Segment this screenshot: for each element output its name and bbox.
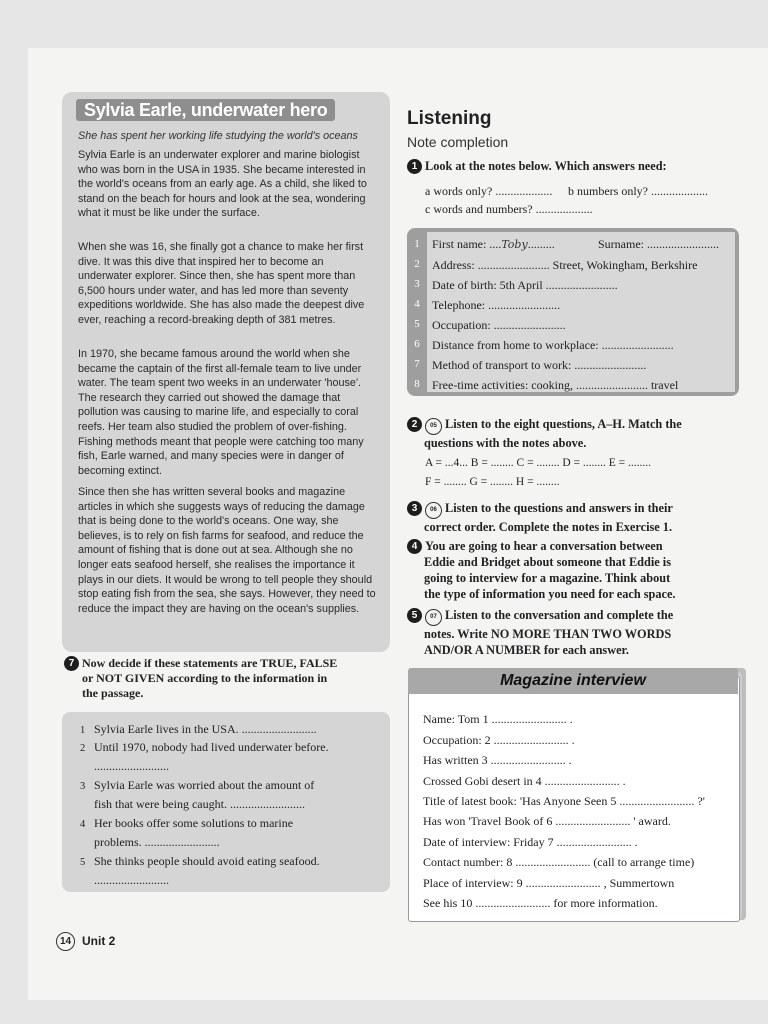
exercise-number-1: 1 xyxy=(407,159,422,174)
exercise-1-option-c[interactable]: c words and numbers? ................... xyxy=(425,202,593,216)
exercise-5-instruction: 5 07 Listen to the conversation and complete the notes. Write NO MORE THAN TWO WORDS AND/OR A NUMBER for each answer. xyxy=(407,607,737,658)
statement-3-cont: fish that were being caught. ......................... xyxy=(94,797,305,811)
exercise-2-answers-row-1[interactable]: A = ...4... B = ........ C = ........ D = ........ E = ........ xyxy=(425,457,652,469)
magazine-line-10[interactable]: See his 10 ......................... for more information. xyxy=(423,896,658,910)
exercise-4-instruction: 4 You are going to hear a conversation between Eddie and Bridget about someone that Eddie is going to interview for a magazine. Think about the type of information you need for each space. xyxy=(407,538,737,602)
note-line-transport[interactable]: Method of transport to work: ........................ xyxy=(432,358,647,372)
statement-5-blank[interactable]: ......................... xyxy=(94,873,169,887)
note-number: 7 xyxy=(414,358,420,370)
statement-5: 5 She thinks people should avoid eating seafood. xyxy=(80,854,320,868)
statement-4: 4 Her books offer some solutions to marine xyxy=(80,816,294,830)
exercise-number-7: 7 xyxy=(64,656,79,671)
note-number: 3 xyxy=(414,278,420,290)
magazine-line-4[interactable]: Crossed Gobi desert in 4 ......................... . xyxy=(423,774,626,788)
note-number: 6 xyxy=(414,338,420,350)
passage-subtitle: She has spent her working life studying the world's oceans xyxy=(78,130,358,142)
magazine-line-1[interactable]: Name: Tom 1 ......................... . xyxy=(423,712,573,726)
statement-1: 1 Sylvia Earle lives in the USA. ......................... xyxy=(80,722,317,736)
magazine-line-3[interactable]: Has written 3 ......................... . xyxy=(423,753,572,767)
exercise-1-instruction: 1 Look at the notes below. Which answers need: xyxy=(407,158,737,174)
magazine-line-2[interactable]: Occupation: 2 ......................... . xyxy=(423,733,575,747)
note-line-first-name[interactable]: First name: ....Toby......... Surname: ........................ xyxy=(432,237,719,251)
note-number: 5 xyxy=(414,318,420,330)
listening-title: Listening xyxy=(407,108,492,129)
note-line-telephone[interactable]: Telephone: ........................ xyxy=(432,298,561,312)
statement-3: 3 Sylvia Earle was worried about the amount of xyxy=(80,778,315,792)
audio-track-icon: 06 xyxy=(425,502,442,519)
note-line-distance[interactable]: Distance from home to workplace: ........................ xyxy=(432,338,674,352)
magazine-interview-title: Magazine interview xyxy=(500,672,646,689)
audio-track-icon: 07 xyxy=(425,609,442,626)
note-number: 4 xyxy=(414,298,420,310)
statement-4-cont: problems. ......................... xyxy=(94,835,220,849)
passage-paragraph-3: In 1970, she became famous around the world when she became the captain of the first all-female team to live under water. The team spent two weeks in an underwater 'house'. The research they carried out showed the damage that pollution was causing to marine life, and especially to coral reefs. Her team also studied the problem of over-fishing. Fishing methods meant that people were catching too many fish, Earle warned, and many species were in danger of becoming extinct. xyxy=(78,348,364,477)
exercise-2-answers-row-2[interactable]: F = ........ G = ........ H = ........ xyxy=(425,476,560,488)
handwritten-answer: Toby xyxy=(501,238,528,251)
note-line-occupation[interactable]: Occupation: ........................ xyxy=(432,318,566,332)
passage-paragraph-2: When she was 16, she finally got a chance to make her first dive. It was this dive that inspired her to become an underwater explorer. Since then, she has spent more than 6,500 hours under water, and has led more than seventy expeditions worldwide. She has also made the deepest dive ever, reaching a record-breaking depth of 381 metres. xyxy=(78,241,365,326)
exercise-number-3: 3 xyxy=(407,501,422,516)
exercise-7-instruction: 7 Now decide if these statements are TRUE, FALSE or NOT GIVEN according to the information in the passage. xyxy=(64,656,374,701)
magazine-line-7[interactable]: Date of interview: Friday 7 ......................... . xyxy=(423,835,638,849)
note-line-free-time[interactable]: Free-time activities: cooking, ........................ travel xyxy=(432,378,679,392)
unit-label: Unit 2 xyxy=(82,934,116,948)
page-number: 14 xyxy=(56,932,75,951)
note-number: 2 xyxy=(414,258,420,270)
statement-2: 2 Until 1970, nobody had lived underwater before. xyxy=(80,740,329,754)
magazine-line-9[interactable]: Place of interview: 9 ......................... , Summertown xyxy=(423,876,675,890)
note-number: 8 xyxy=(414,378,420,390)
note-number: 1 xyxy=(414,238,420,250)
exercise-number-4: 4 xyxy=(407,539,422,554)
magazine-line-8[interactable]: Contact number: 8 ......................... (call to arrange time) xyxy=(423,855,695,869)
magazine-line-6[interactable]: Has won 'Travel Book of 6 ......................... ' award. xyxy=(423,814,671,828)
exercise-number-2: 2 xyxy=(407,417,422,432)
passage-paragraph-4: Since then she has written several books and magazine articles in which she suggests ways of reducing the damage that is being done to the world's oceans. One way, she believes, is to rely on fish farms for seafood, and reduce the amount of fishing that is done out at sea. Although she no longer eats seafood herself, she realises the importance it plays in our diets. It would be wrong to tell people they should stop eating fish from the sea, she says. However, they need to reduce the impact they are having on the ocean's supplies. xyxy=(78,486,376,615)
statement-2-blank[interactable]: ......................... xyxy=(94,759,169,773)
exercise-1-option-b[interactable]: b numbers only? ................... xyxy=(568,184,708,198)
passage-title: Sylvia Earle, underwater hero xyxy=(76,99,335,121)
note-line-address[interactable]: Address: ........................ Street, Wokingham, Berkshire xyxy=(432,258,698,272)
exercise-number-5: 5 xyxy=(407,608,422,623)
exercise-3-instruction: 3 06 Listen to the questions and answers in their correct order. Complete the notes in Exercise 1. xyxy=(407,500,737,535)
magazine-line-5[interactable]: Title of latest book: 'Has Anyone Seen 5 ......................... ?' xyxy=(423,794,705,808)
passage-paragraph-1: Sylvia Earle is an underwater explorer and marine biologist who was born in the USA in 1935. She became interested in the world's oceans from an early age. As a child, she liked to stand on the beach for hours and look at the sea, wondering what it must be like under the surface. xyxy=(78,149,367,220)
listening-subtitle: Note completion xyxy=(407,134,509,150)
audio-track-icon: 05 xyxy=(425,418,442,435)
exercise-2-instruction: 2 05 Listen to the eight questions, A–H. Match the questions with the notes above. xyxy=(407,416,737,451)
note-line-date-of-birth[interactable]: Date of birth: 5th April ........................ xyxy=(432,278,618,292)
exercise-1-option-a[interactable]: a words only? ................... xyxy=(425,184,553,198)
